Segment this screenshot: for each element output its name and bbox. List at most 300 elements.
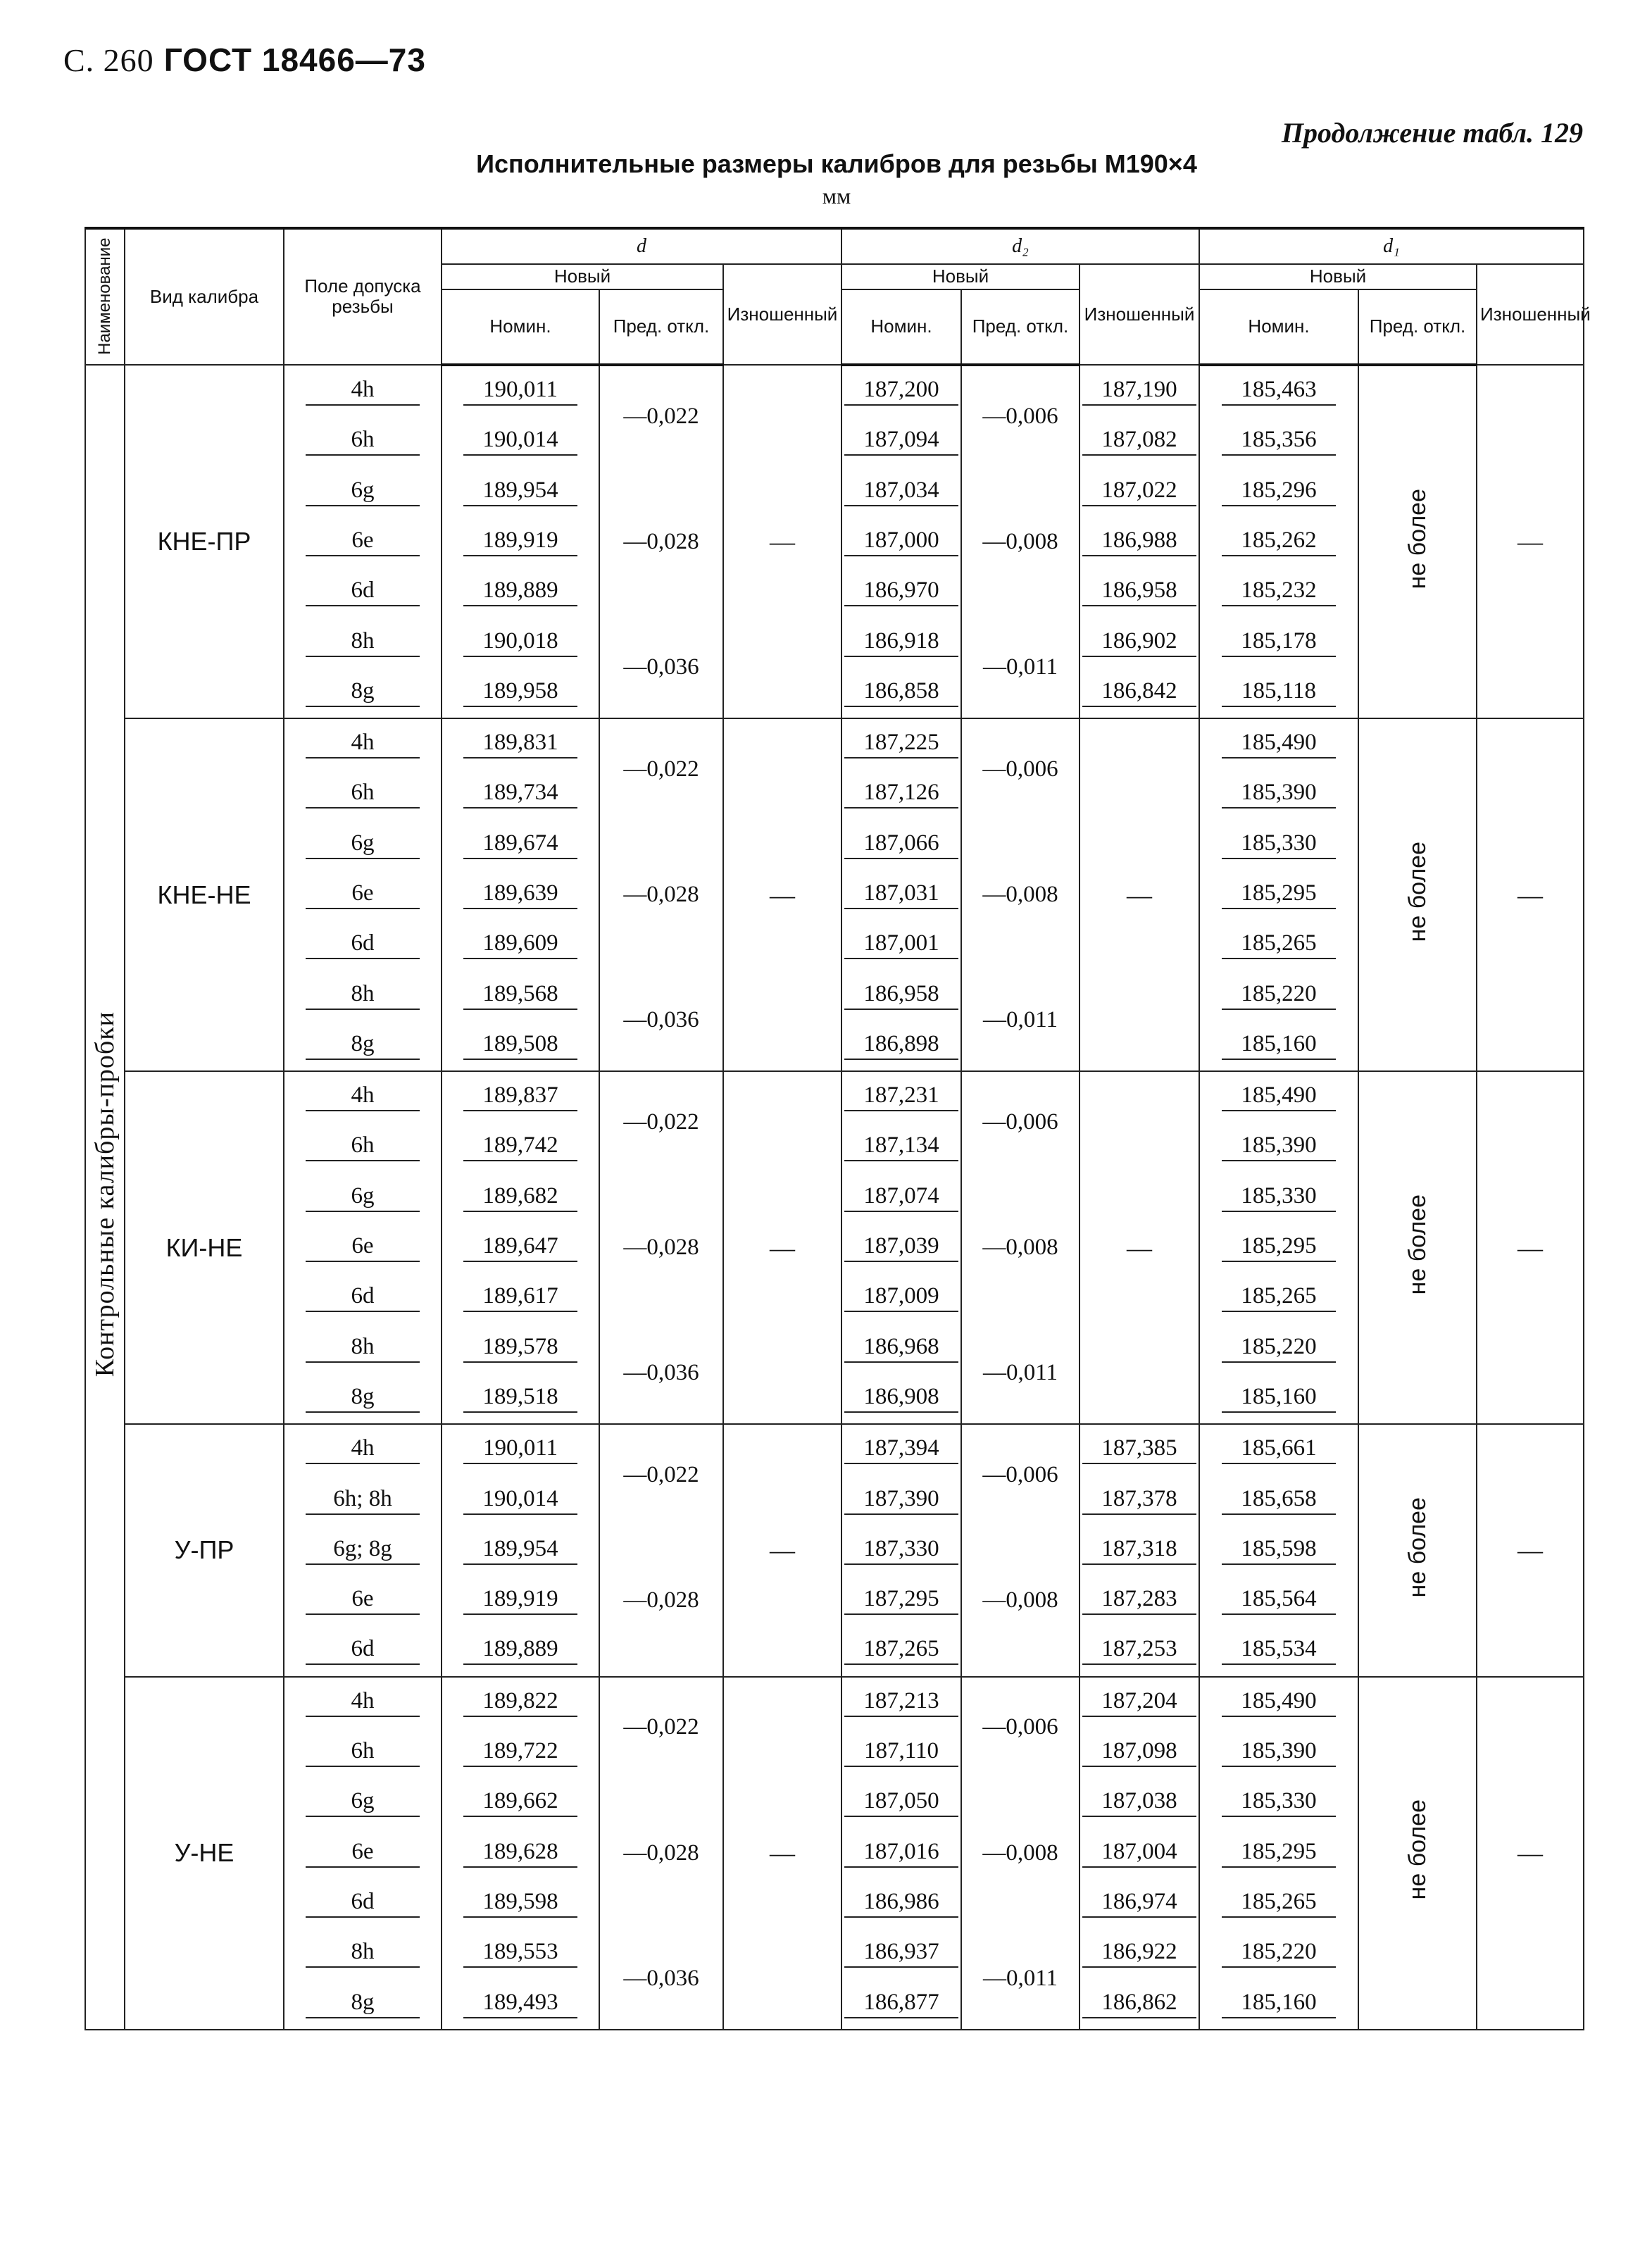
d-deviation — [599, 1525, 723, 1677]
d-nominal — [442, 769, 599, 819]
d-deviation-value: —0,036 — [623, 1965, 699, 1991]
d2-nominal-value: 187,001 — [844, 930, 958, 959]
table-row — [85, 1071, 1584, 1122]
d2-deviation — [961, 617, 1080, 718]
d1-nominal — [1199, 617, 1358, 667]
d2-worn — [1080, 517, 1199, 567]
d1-nominal — [1199, 1373, 1358, 1424]
d2-nominal — [841, 1173, 961, 1223]
d-nominal — [442, 1728, 599, 1778]
tolerance-field-value: 8g — [306, 1384, 420, 1413]
tolerance-field-value: 6e — [306, 1839, 420, 1868]
d2-deviation — [961, 718, 1080, 820]
tolerance-field — [284, 617, 442, 667]
d-nominal — [442, 718, 599, 769]
tolerance-field — [284, 1677, 442, 1728]
not-more-label: не более — [1403, 488, 1431, 589]
tolerance-field — [284, 466, 442, 516]
d-nominal — [442, 365, 599, 416]
d2-deviation-value: —0,011 — [982, 1360, 1058, 1386]
d2-nominal-value: 186,968 — [844, 1334, 958, 1363]
d-deviation — [599, 1424, 723, 1525]
tolerance-field — [284, 1525, 442, 1575]
d-nominal-value: 189,742 — [463, 1132, 577, 1161]
d1-dev-header: Пред. откл. — [1358, 289, 1477, 365]
d1-nominal-value: 185,490 — [1222, 1082, 1336, 1111]
tolerance-field-value: 4h — [306, 377, 420, 406]
d1-worn: — — [1477, 718, 1584, 1071]
d2-worn-value: 187,022 — [1082, 477, 1196, 506]
d-nominal — [442, 1525, 599, 1575]
d2-worn — [1080, 1778, 1199, 1828]
tolerance-field-value: 6d — [306, 930, 420, 959]
d-deviation-value: —0,022 — [623, 1461, 699, 1487]
d-nominal-value: 189,919 — [463, 1586, 577, 1615]
d2-nominal — [841, 517, 961, 567]
d-nominal-value: 189,674 — [463, 830, 577, 859]
d-worn: — — [723, 365, 841, 718]
d-deviation — [599, 466, 723, 617]
d1-deviation — [1358, 1424, 1477, 1676]
d-nominal — [442, 1625, 599, 1676]
d-deviation-value: —0,022 — [623, 403, 699, 429]
d-nominal — [442, 1475, 599, 1525]
d2-worn — [1080, 1928, 1199, 1978]
d2-nominal — [841, 365, 961, 416]
d2-nominal — [841, 416, 961, 466]
d2-nominal — [841, 1878, 961, 1928]
d1-nominal-value: 185,160 — [1222, 1990, 1336, 2018]
d1-nominal-value: 185,463 — [1222, 377, 1336, 406]
d2-nominal-value: 186,908 — [844, 1384, 958, 1413]
d-deviation-value: —0,028 — [623, 882, 699, 907]
d2-nom-header: Номин. — [841, 289, 961, 365]
d-nominal-value: 189,919 — [463, 527, 577, 556]
d-nominal-value: 190,011 — [463, 1435, 577, 1464]
d-nominal — [442, 1173, 599, 1223]
d-nominal-value: 189,518 — [463, 1384, 577, 1413]
d2-nominal — [841, 1020, 961, 1071]
d2-nominal-value: 187,295 — [844, 1586, 958, 1615]
d2-nominal — [841, 1475, 961, 1525]
d-new-header: Новый — [442, 264, 723, 289]
d-nominal — [442, 1223, 599, 1273]
d2-deviation — [961, 466, 1080, 617]
d-nominal — [442, 1373, 599, 1424]
tolerance-field-value: 6e — [306, 1586, 420, 1615]
tolerance-field-value: 6g; 8g — [306, 1536, 420, 1565]
d-worn: — — [723, 718, 841, 1071]
d2-worn — [1080, 1728, 1199, 1778]
tolerance-field — [284, 1978, 442, 2029]
d1-nominal — [1199, 1625, 1358, 1676]
d1-nominal-value: 185,295 — [1222, 880, 1336, 909]
d2-nominal — [841, 718, 961, 769]
d-deviation-value: —0,036 — [623, 1007, 699, 1033]
d1-nominal-value: 185,220 — [1222, 981, 1336, 1010]
table-row — [85, 365, 1584, 416]
tolerance-field — [284, 1223, 442, 1273]
d1-nominal-value: 185,220 — [1222, 1939, 1336, 1968]
not-more-label: не более — [1403, 841, 1431, 942]
d2-nominal — [841, 870, 961, 920]
d2-worn — [1080, 1828, 1199, 1878]
d2-worn-value: 187,283 — [1082, 1586, 1196, 1615]
d1-nominal — [1199, 1424, 1358, 1475]
d-nominal-value: 189,639 — [463, 880, 577, 909]
d2-nominal — [841, 1728, 961, 1778]
d1-nominal-value: 185,296 — [1222, 477, 1336, 506]
d2-worn-value: 186,902 — [1082, 628, 1196, 657]
tolerance-field — [284, 1878, 442, 1928]
d-nominal — [442, 1323, 599, 1373]
col-d2-header: d₂ — [841, 228, 1199, 264]
d-nominal-value: 189,578 — [463, 1334, 577, 1363]
col-d1-header: d₁ — [1199, 228, 1584, 264]
d2-deviation — [961, 365, 1080, 467]
d2-nominal-value: 187,225 — [844, 730, 958, 758]
d-deviation — [599, 617, 723, 718]
tolerance-field-value: 4h — [306, 1435, 420, 1464]
d2-deviation — [961, 1173, 1080, 1323]
d1-nominal — [1199, 1223, 1358, 1273]
tolerance-field-value: 8g — [306, 1990, 420, 2018]
d-nominal — [442, 1122, 599, 1172]
d2-deviation-value: —0,006 — [982, 1714, 1058, 1740]
d2-nominal — [841, 1525, 961, 1575]
tolerance-field-value: 6e — [306, 527, 420, 556]
page-header — [63, 41, 426, 79]
tolerance-field — [284, 1475, 442, 1525]
d1-deviation — [1358, 365, 1477, 718]
d1-nominal — [1199, 820, 1358, 870]
d1-nominal — [1199, 870, 1358, 920]
d-nominal-value: 189,734 — [463, 780, 577, 809]
d-deviation-value: —0,022 — [623, 1714, 699, 1740]
tolerance-field-value: 8h — [306, 1939, 420, 1968]
d-nominal — [442, 1878, 599, 1928]
d2-deviation — [961, 1677, 1080, 1778]
tolerance-field-value: 6g — [306, 830, 420, 859]
d-nominal-value: 189,889 — [463, 1636, 577, 1665]
d1-nominal — [1199, 1323, 1358, 1373]
not-more-label: не более — [1403, 1194, 1431, 1295]
d2-worn-value: 187,190 — [1082, 377, 1196, 406]
d1-worn: — — [1477, 1677, 1584, 2030]
d2-nominal — [841, 1122, 961, 1172]
d1-nominal-value: 185,330 — [1222, 1183, 1336, 1212]
d1-nominal-value: 185,295 — [1222, 1839, 1336, 1868]
d-deviation — [599, 970, 723, 1071]
d2-worn-value: 187,385 — [1082, 1435, 1196, 1464]
d1-worn: — — [1477, 1071, 1584, 1424]
d2-nominal — [841, 769, 961, 819]
d-deviation-value: —0,022 — [623, 1109, 699, 1135]
d1-nominal-value: 185,160 — [1222, 1031, 1336, 1060]
d1-nominal — [1199, 1728, 1358, 1778]
table-row — [85, 1677, 1584, 1728]
d1-nominal — [1199, 567, 1358, 617]
d-deviation-value: —0,028 — [623, 1235, 699, 1261]
d-nominal — [442, 1424, 599, 1475]
d1-nominal-value: 185,220 — [1222, 1334, 1336, 1363]
col-name-header: Наименование — [85, 228, 125, 365]
d-nominal-value: 189,617 — [463, 1283, 577, 1312]
d-deviation-value: —0,022 — [623, 756, 699, 782]
d2-nominal — [841, 1424, 961, 1475]
d-nominal-value: 189,493 — [463, 1990, 577, 2018]
d2-worn-value: 187,038 — [1082, 1788, 1196, 1817]
d-nominal-value: 189,954 — [463, 1536, 577, 1565]
d1-nominal — [1199, 668, 1358, 718]
d2-nominal-value: 186,970 — [844, 578, 958, 606]
d-nominal-value: 189,958 — [463, 678, 577, 707]
tolerance-field-value: 4h — [306, 730, 420, 758]
d1-nominal — [1199, 1525, 1358, 1575]
d-deviation — [599, 1778, 723, 1928]
tolerance-field-value: 8h — [306, 1334, 420, 1363]
d-nominal — [442, 1020, 599, 1071]
d2-deviation — [961, 1323, 1080, 1425]
d-deviation — [599, 718, 723, 820]
d1-nominal — [1199, 970, 1358, 1020]
d2-nominal — [841, 1223, 961, 1273]
page-number: С. 260 — [63, 42, 154, 78]
gauge-kind: КНЕ-ПР — [125, 365, 284, 718]
d1-nominal-value: 185,658 — [1222, 1486, 1336, 1515]
tolerance-field-value: 6d — [306, 578, 420, 606]
d-nominal — [442, 617, 599, 667]
tolerance-field-value: 6d — [306, 1889, 420, 1918]
d2-nominal — [841, 617, 961, 667]
not-more-label: не более — [1403, 1799, 1431, 1900]
d2-worn-value: 187,378 — [1082, 1486, 1196, 1515]
d2-new-header: Новый — [841, 264, 1080, 289]
d-nom-header: Номин. — [442, 289, 599, 365]
d2-deviation-value: —0,008 — [982, 1587, 1058, 1613]
tolerance-field-value: 6e — [306, 1233, 420, 1262]
d-nominal-value: 189,889 — [463, 578, 577, 606]
d-nominal — [442, 567, 599, 617]
d2-nominal — [841, 920, 961, 970]
d2-nominal-value: 186,898 — [844, 1031, 958, 1060]
d1-nominal — [1199, 718, 1358, 769]
d1-nominal-value: 185,534 — [1222, 1636, 1336, 1665]
d-nominal-value: 189,837 — [463, 1082, 577, 1111]
tolerance-field — [284, 870, 442, 920]
d1-nominal — [1199, 769, 1358, 819]
d1-nominal — [1199, 1071, 1358, 1122]
d2-worn-value: 187,318 — [1082, 1536, 1196, 1565]
d2-deviation-value: —0,008 — [982, 1235, 1058, 1261]
tolerance-field-value: 4h — [306, 1082, 420, 1111]
col-kind-header: Вид калибра — [125, 228, 284, 365]
d2-deviation-value: —0,008 — [982, 882, 1058, 907]
tolerance-field — [284, 1173, 442, 1223]
tolerance-field-value: 4h — [306, 1688, 420, 1717]
units-label: мм — [822, 183, 851, 208]
d-nominal-value: 189,647 — [463, 1233, 577, 1262]
d2-nominal-value: 187,016 — [844, 1839, 958, 1868]
d2-deviation-value: —0,011 — [982, 1965, 1058, 1991]
d-deviation — [599, 820, 723, 970]
d1-nominal — [1199, 1677, 1358, 1728]
d-nominal-value: 189,662 — [463, 1788, 577, 1817]
d-nominal — [442, 416, 599, 466]
d-deviation-value: —0,036 — [623, 1360, 699, 1386]
d2-nominal — [841, 970, 961, 1020]
d1-nominal — [1199, 416, 1358, 466]
d1-worn-header: Изношенный — [1477, 264, 1584, 365]
d-nominal-value: 189,598 — [463, 1889, 577, 1918]
tolerance-field — [284, 517, 442, 567]
d-nominal — [442, 920, 599, 970]
d1-nominal-value: 185,262 — [1222, 527, 1336, 556]
tolerance-field — [284, 1928, 442, 1978]
d1-nominal — [1199, 517, 1358, 567]
tolerance-field — [284, 1575, 442, 1625]
d2-nominal — [841, 1071, 961, 1122]
d-nominal-value: 189,954 — [463, 477, 577, 506]
d-deviation-value: —0,028 — [623, 1587, 699, 1613]
d-deviation-value: —0,036 — [623, 654, 699, 680]
gauge-kind: У-ПР — [125, 1424, 284, 1676]
tolerance-field-value: 6d — [306, 1636, 420, 1665]
d-nominal — [442, 1928, 599, 1978]
tolerance-field — [284, 668, 442, 718]
tolerance-field — [284, 1323, 442, 1373]
d2-worn — [1080, 1475, 1199, 1525]
tolerance-field — [284, 365, 442, 416]
d-nominal — [442, 1778, 599, 1828]
d1-nominal-value: 185,178 — [1222, 628, 1336, 657]
d1-nominal-value: 185,490 — [1222, 1688, 1336, 1717]
d2-worn — [1080, 567, 1199, 617]
d1-nominal-value: 185,330 — [1222, 1788, 1336, 1817]
d2-deviation-value: —0,011 — [982, 1007, 1058, 1033]
d2-deviation-value: —0,006 — [982, 756, 1058, 782]
d1-deviation — [1358, 1677, 1477, 2030]
d-nominal — [442, 1677, 599, 1728]
d2-nominal-value: 187,066 — [844, 830, 958, 859]
d2-nominal — [841, 820, 961, 870]
d-nominal-value: 190,014 — [463, 1486, 577, 1515]
not-more-label: не более — [1403, 1497, 1431, 1598]
d-nominal — [442, 820, 599, 870]
d-worn: — — [723, 1071, 841, 1424]
d2-worn — [1080, 1424, 1199, 1475]
d1-nominal-value: 185,330 — [1222, 830, 1336, 859]
d2-nominal — [841, 1928, 961, 1978]
d2-nominal — [841, 1575, 961, 1625]
tolerance-field-value: 8g — [306, 1031, 420, 1060]
d2-nominal-value: 187,330 — [844, 1536, 958, 1565]
d-deviation-value: —0,028 — [623, 528, 699, 554]
tolerance-field-value: 6g — [306, 1183, 420, 1212]
d1-nominal-value: 185,295 — [1222, 1233, 1336, 1262]
d1-nominal-value: 185,564 — [1222, 1586, 1336, 1615]
gauge-kind: У-НЕ — [125, 1677, 284, 2030]
tolerance-field-value: 6h — [306, 1738, 420, 1767]
d-nominal-value: 189,568 — [463, 981, 577, 1010]
d1-new-header: Новый — [1199, 264, 1477, 289]
d1-nominal-value: 185,118 — [1222, 678, 1336, 707]
table-row — [85, 1424, 1584, 1475]
d2-worn-value: 186,862 — [1082, 1990, 1196, 2018]
tolerance-field-value: 8h — [306, 981, 420, 1010]
tolerance-field-value: 8h — [306, 628, 420, 657]
d-nominal — [442, 1828, 599, 1878]
d2-worn — [1080, 1978, 1199, 2029]
d2-nominal-value: 187,126 — [844, 780, 958, 809]
col-field-header: Поле допуска резьбы — [284, 228, 442, 365]
d2-worn — [1080, 668, 1199, 718]
tolerance-field-value: 6g — [306, 477, 420, 506]
d2-worn-header: Изношенный — [1080, 264, 1199, 365]
tolerance-field — [284, 970, 442, 1020]
tolerance-field — [284, 1778, 442, 1828]
d2-worn-value: 187,253 — [1082, 1636, 1196, 1665]
d2-nominal — [841, 1625, 961, 1676]
d1-nominal — [1199, 1978, 1358, 2029]
d1-nominal — [1199, 920, 1358, 970]
d1-nominal — [1199, 1928, 1358, 1978]
d1-deviation — [1358, 718, 1477, 1071]
d2-nominal-value: 187,213 — [844, 1688, 958, 1717]
tolerance-field — [284, 920, 442, 970]
d-nominal — [442, 517, 599, 567]
d2-nominal — [841, 668, 961, 718]
d2-nominal-value: 187,074 — [844, 1183, 958, 1212]
d2-nominal-value: 187,231 — [844, 1082, 958, 1111]
d2-nominal-value: 186,877 — [844, 1990, 958, 2018]
d2-nominal — [841, 1778, 961, 1828]
d2-nominal — [841, 1978, 961, 2029]
d-dev-header: Пред. откл. — [599, 289, 723, 365]
d-nominal-value: 189,508 — [463, 1031, 577, 1060]
d2-nominal-value: 187,009 — [844, 1283, 958, 1312]
d2-worn — [1080, 1575, 1199, 1625]
d-deviation — [599, 1323, 723, 1425]
d1-nominal — [1199, 1878, 1358, 1928]
d2-nominal-value: 186,958 — [844, 981, 958, 1010]
d2-worn-value: 187,004 — [1082, 1839, 1196, 1868]
d-worn: — — [723, 1677, 841, 2030]
table-body — [85, 365, 1584, 2030]
d2-deviation — [961, 1424, 1080, 1525]
tolerance-field-value: 8g — [306, 678, 420, 707]
d-nominal-value: 190,014 — [463, 427, 577, 456]
d-worn: — — [723, 1424, 841, 1676]
d2-worn — [1080, 1625, 1199, 1676]
d-deviation — [599, 1071, 723, 1173]
d2-nominal — [841, 1373, 961, 1424]
d1-nom-header: Номин. — [1199, 289, 1358, 365]
table-continuation-label: Продолжение табл. 129 — [1281, 117, 1583, 149]
tolerance-field — [284, 820, 442, 870]
d1-worn: — — [1477, 365, 1584, 718]
d-nominal — [442, 1978, 599, 2029]
gauge-kind: КИ-НЕ — [125, 1071, 284, 1424]
d2-deviation-value: —0,006 — [982, 1109, 1058, 1135]
d1-nominal — [1199, 1475, 1358, 1525]
d1-nominal-value: 185,390 — [1222, 1132, 1336, 1161]
d2-nominal-value: 187,031 — [844, 880, 958, 909]
d1-nominal — [1199, 1575, 1358, 1625]
d2-nominal-value: 186,986 — [844, 1889, 958, 1918]
d-deviation — [599, 1928, 723, 2030]
d2-worn-value: 186,974 — [1082, 1889, 1196, 1918]
